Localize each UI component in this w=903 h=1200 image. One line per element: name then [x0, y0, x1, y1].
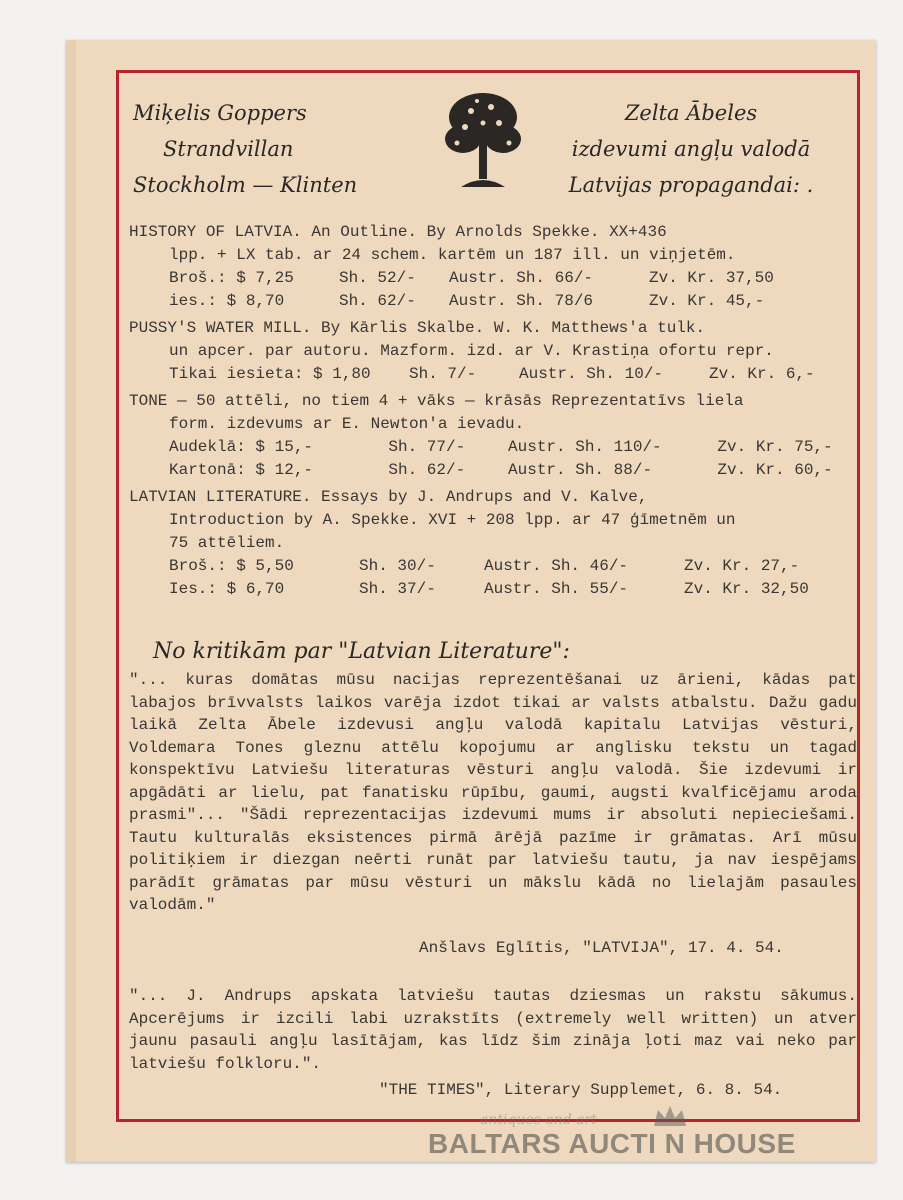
price-kr: Zv. Kr. 45,-: [649, 292, 765, 310]
price-austr: Austr. Sh. 78/6: [449, 292, 594, 310]
price-sh: Sh. 37/-: [359, 580, 436, 598]
price-row: [129, 459, 857, 482]
entry-title: LATVIAN LITERATURE. Essays by J. Andrups and V. Kalve,: [129, 488, 648, 506]
watermark-subtitle: antiques and art: [480, 1112, 597, 1128]
apple-tree-icon: [441, 87, 525, 195]
series-line: Zelta Ābeles: [624, 101, 758, 125]
price-austr: Austr. Sh. 110/-: [508, 438, 662, 456]
header: [119, 73, 857, 208]
price-austr: Austr. Sh. 55/-: [484, 580, 629, 598]
price-sh: Sh. 77/-: [388, 438, 466, 456]
critique-quote: "... kuras domātas mūsu nacijas reprezentēšanai uz ārieni, kādas pat labajos brīvvalsts laikos varēja izdot tikai ar valsts atbalstu. Dažu gadu laikā Zelta Ābele izdevusi angļu valodā kapitalu Latvijas vēsturi, Voldemara Tones gleznu attēlu kopojumu ar anglisku tekstu un tagad konspektīvu Latviešu literaturas vēsturi angļu valodā. Šie izdevumi ir apgādāti ar lielu, pat fanatisku rūpību, gaumi, augsti kvalficējamu aroda prasmi"... "Šādi reprezentacijas izdevumi mums ir absoluti nepieciešami. Tautu kulturalās eksistences pirmā ārējā pazīme ir grāmatas. Arī mūsu politiķiem ir diezgan neērti runāt par latviešu tautu, ja nav iespējams parādīt grāmatas par mūsu vēsturi un mākslu kādā no lielajām pasaules valodām.": [129, 671, 857, 914]
entry-desc: lpp. + LX tab. ar 24 schem. kartēm un 187 ill. un viņjetēm.: [169, 246, 736, 264]
catalog-entry: [129, 221, 857, 313]
entry-desc: form. izdevums ar E. Newton'a ievadu.: [169, 415, 525, 433]
entry-desc: 75 attēliem.: [169, 534, 285, 552]
entry-title: TONE — 50 attēli, no tiem 4 + vāks — krāsās Reprezentatīvs liela: [129, 392, 744, 410]
price-sh: Sh. 30/-: [359, 557, 436, 575]
critique-quote: "... J. Andrups apskata latviešu tautas dziesmas un rakstu sākumus. Apcerējums ir izcili labi uzrakstīts (extremely well written) un atver jaunu pasauli angļu lasītājam, kas līdz šim zināja ļoti maz vai neko par latviešu folkloru.".: [129, 987, 857, 1073]
price-row: [129, 363, 857, 386]
price-usd: Audeklā: $ 15,-: [169, 438, 314, 456]
price-row: [129, 267, 857, 290]
price-usd: Broš.: $ 7,25: [169, 269, 294, 287]
book-back-cover: [66, 40, 876, 1162]
price-usd: Tikai iesieta: $ 1,80: [169, 365, 371, 383]
price-sh: Sh. 52/-: [339, 269, 416, 287]
address-line: Strandvillan: [163, 137, 294, 161]
price-usd: ies.: $ 8,70: [169, 292, 285, 310]
address-line: Miķelis Goppers: [133, 101, 307, 125]
price-sh: Sh. 62/-: [388, 461, 466, 479]
price-austr: Austr. Sh. 88/-: [508, 461, 653, 479]
price-austr: Austr. Sh. 46/-: [484, 557, 629, 575]
price-row: [129, 290, 857, 313]
red-border-frame: [116, 70, 860, 1122]
price-kr: Zv. Kr. 27,-: [684, 557, 800, 575]
price-kr: Zv. Kr. 37,50: [649, 269, 774, 287]
watermark: BALTARS AUCTI N HOUSE: [428, 1128, 796, 1159]
price-sh: Sh. 62/-: [339, 292, 416, 310]
price-kr: Zv. Kr. 75,-: [717, 438, 833, 456]
price-usd: Kartonā: $ 12,-: [169, 461, 314, 479]
series-line: Latvijas propagandai: .: [568, 173, 814, 197]
entry-title: HISTORY OF LATVIA. An Outline. By Arnolds Spekke. XX+436: [129, 223, 667, 241]
price-sh: Sh. 7/-: [409, 365, 477, 383]
entry-desc: Introduction by A. Spekke. XVI + 208 lpp. ar 47 ģīmetnēm un: [169, 511, 736, 529]
critique-title: No kritikām par "Latvian Literature":: [153, 639, 570, 664]
price-austr: Austr. Sh. 66/-: [449, 269, 594, 287]
price-usd: Ies.: $ 6,70: [169, 580, 285, 598]
entry-title: PUSSY'S WATER MILL. By Kārlis Skalbe. W. K. Matthews'a tulk.: [129, 319, 706, 337]
catalog-entry: [129, 390, 857, 482]
price-row: [129, 555, 857, 578]
price-row: [129, 578, 857, 601]
critique-source: Anšlavs Eglītis, "LATVIJA", 17. 4. 54.: [419, 939, 784, 957]
price-kr: Zv. Kr. 32,50: [684, 580, 809, 598]
catalog-entry: [129, 317, 857, 386]
price-austr: Austr. Sh. 10/-: [519, 365, 664, 383]
price-kr: Zv. Kr. 60,-: [717, 461, 833, 479]
critique-source: "THE TIMES", Literary Supplemet, 6. 8. 54.: [379, 1081, 783, 1099]
publisher-address: [133, 95, 433, 203]
price-row: [129, 436, 857, 459]
price-kr: Zv. Kr. 6,-: [709, 365, 815, 383]
series-line: izdevumi angļu valodā: [571, 137, 811, 161]
address-line: Stockholm — Klinten: [133, 173, 358, 197]
entry-desc: un apcer. par autoru. Mazform. izd. ar V. Krastiņa ofortu repr.: [169, 342, 774, 360]
price-usd: Broš.: $ 5,50: [169, 557, 294, 575]
publisher-series: [531, 95, 851, 203]
crown-icon: [650, 1104, 690, 1128]
catalog-list: [129, 221, 857, 605]
catalog-entry: [129, 486, 857, 601]
